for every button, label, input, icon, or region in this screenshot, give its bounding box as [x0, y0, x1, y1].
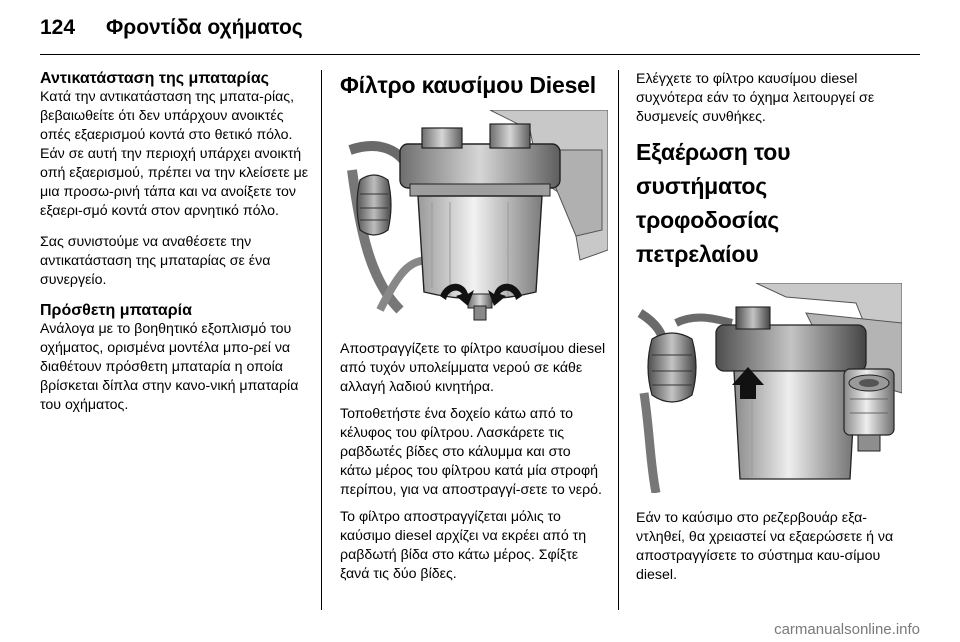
paragraph: Εάν το καύσιμο στο ρεζερβουάρ εξα-ντληθεί, θα χρειαστεί να εξαερώσετε ή να αποστραγγίσετε το σύστημα καυ-σίμου diesel. [636, 510, 894, 583]
column-divider [321, 70, 322, 610]
column-left [40, 70, 312, 427]
column-middle [340, 70, 606, 592]
paragraph: Το φίλτρο αποστραγγίζεται μόλις το καύσιμο diesel αρχίζει να εκρέει από τη ραβδωτή βίδα στο κάτω μέρος. Σφίξτε ξανά τις δύο βίδες. [340, 509, 587, 582]
paragraph: Τοποθετήστε ένα δοχείο κάτω από το κέλυφος του φίλτρου. Λασκάρετε τις ραβδωτές βίδες στο κάλυμμα και στο κάτω μέρος του φίλτρου κατά μία στροφή περίπου, για να αποστραγγί-σετε το νερό. [340, 406, 602, 498]
paragraph: Κατά την αντικατάσταση της μπατα-ρίας, βεβαιωθείτε ότι δεν υπάρχουν ανοικτές οπές εξαερισμού κοντά στο θετικό πόλο. Εάν σε αυτή την περιοχή υπάρχει ανοικτή οπή εξαερισμού, πρέπει να την κλείσετε με μια προσω-ρινή τάπα και να ανοίξετε τον εξαερι-σμό κοντά στον αρνητικό πόλο. [40, 89, 309, 219]
section-heading-battery-replacement: Αντικατάσταση της μπαταρίας [40, 70, 269, 87]
paragraph: Σας συνιστούμε να αναθέσετε την αντικατάσταση της μπαταρίας σε ένα συνεργείο. [40, 234, 271, 288]
section-heading-additional-battery: Πρόσθετη μπαταρία [40, 302, 192, 319]
fuel-system-bleeding-illustration [636, 283, 902, 493]
column-right [636, 70, 902, 593]
page-header [40, 16, 920, 56]
section-heading-diesel-filter: Φίλτρο καυσίμου Diesel [340, 72, 596, 98]
column-divider [618, 70, 619, 610]
paragraph: Ελέγχετε το φίλτρο καυσίμου diesel συχνότερα εάν το όχημα λειτουργεί σε δυσμενείς συνθήκες. [636, 71, 875, 125]
page-title: Φροντίδα οχήματος [106, 16, 303, 39]
header-rule [40, 54, 920, 55]
paragraph: Ανάλογα με το βοηθητικό εξοπλισμό του οχήματος, ορισμένα μοντέλα μπο-ρεί να διαθέτουν πρόσθετη μπαταρία η οποία βρίσκεται δίπλα στην κανο-νική μπαταρία του οχήματος. [40, 321, 299, 413]
paragraph: Αποστραγγίζετε το φίλτρο καυσίμου diesel από τυχόν υπολείμματα νερού σε κάθε αλλαγή λαδιού κινητήρα. [340, 341, 606, 395]
watermark: carmanualsonline.info [774, 621, 920, 638]
page-number: 124 [40, 16, 76, 39]
section-heading-fuel-system-bleeding: Εξαέρωση του συστήματος τροφοδοσίας πετρελαίου [636, 139, 791, 267]
diesel-filter-illustration [340, 110, 608, 326]
